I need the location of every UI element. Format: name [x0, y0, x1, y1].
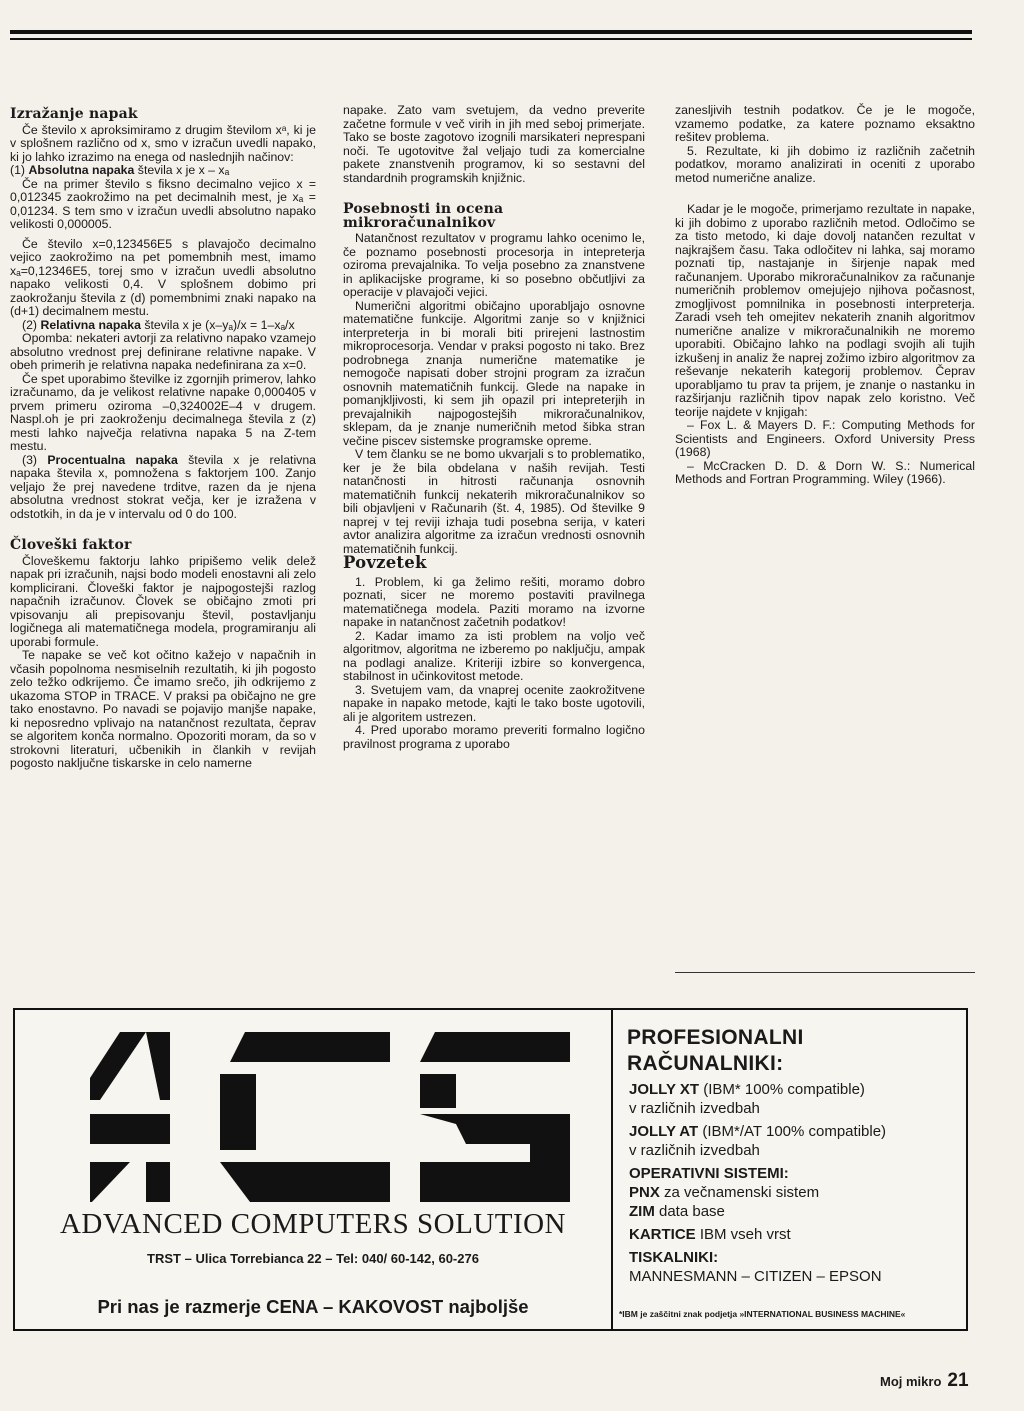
- paragraph: Kadar je le mogoče, primerjamo rezultate in napake, ki jih dobimo z uporabo različnih metod. Odločimo se za tisto metodo, ki daje dovolj natančen rezultat v najkrajšem času. Taka odločitev ni lahka, saj moramo poznati tip, nastajanje in širjenje napak med računanjem. Uporabo mikroračunalnikov za računanje numeričnih problemov omejujejo njihova počasnost, zmogljivost pomnilnika in posebnosti interpreterja. Zaradi vseh teh omejitev nekaterih znanih algoritmov numerične analize v mikroračunalnikih ne moremo uporabiti. Običajno lahko na podlagi svojih ali tujih izkušenj in analiz že naprej zožimo izbiro algoritmov za reševanje nekaterih kategorij problemov. Čeprav uporabljamo tu prav ta prijem, je znanje o nastanku in razširjanju različnih tipov napak zelo koristno. Več teorije najdete v knjigah:: [675, 202, 975, 419]
- paragraph: (1) Absolutna napaka števila x je x – xₐ: [10, 163, 230, 177]
- ad-brand-name: ADVANCED COMPUTERS SOLUTION: [59, 1208, 566, 1240]
- column-end-rule: [675, 972, 975, 973]
- advertisement: [13, 1008, 968, 1331]
- paragraph: Če spet uporabimo številke iz zgornjih primerov, lahko izračunamo, da je velikost relativne napake 0,000405 v prvem primeru oziroma –0,324002E–4 v drugem. Naspl.oh je pri zaokroženju decimalnega števila z (z) mesti lahko največja relativna napaka 5 na Z-tem mestu.: [10, 371, 316, 453]
- reference-item: – Fox L. & Mayers D. F.: Computing Methods for Scientists and Engineers. Oxford University Press (1968): [675, 418, 975, 459]
- top-rule: [10, 30, 972, 34]
- list-item: 5. Rezultate, ki jih dobimo iz različnih začetnih podatkov, moramo analizirati in oceniti z uporabo metod numerične analize.: [675, 143, 975, 185]
- paragraph: V tem članku se ne bomo ukvarjali s to problematiko, ker je že bila obdelana v naših revijah. Testi natančnosti in hitrosti računanja osnovnih matematičnih funkcij nekaterih mikroračunalnikov so bili objavljeni v Računarih (št. 4, 1985). Od številke 9 naprej v tej reviji izhaja tudi posebna serija, v kateri avtor analizira algoritme za izračun vrednosti osnovnih matematičnih funkcij.: [343, 447, 645, 556]
- heading-povzetek: Povzetek: [343, 553, 427, 572]
- ad-kartice: KARTICE IBM vseh vrst: [629, 1226, 791, 1243]
- heading-cloveski-faktor: Človeški faktor: [10, 537, 132, 553]
- heading-izrazanje-napak: Izražanje napak: [10, 106, 138, 122]
- list-item: 3. Svetujem vam, da vnaprej ocenite zaokrožitvene napake in napako metode, kajti le tako boste ugotovili, ali je algoritem ustrezen.: [343, 682, 645, 724]
- paragraph: Če število x aproksimiramo z drugim številom xᵃ, ki je v splošnem različno od x, smo v izračun uvedli napako, ki jo lahko izrazimo na enega od naslednjih načinov:: [10, 122, 316, 164]
- paragraph: Če število x=0,123456E5 s plavajočo decimalno vejico zaokrožimo na pet pomembnih mest, imamo xₐ=0,12346E5, torej smo v izračun uvedli absolutno napako velikosti 0,4. V splošnem dobimo pri zaokrožanju števila z (d) pomembnimi znaki napako na (d+1) decimalnem mestu.: [10, 236, 316, 318]
- page-number: 21: [947, 1370, 969, 1391]
- paragraph: Opomba: nekateri avtorji za relativno napako vzamejo absolutno vrednost prej definirane relativne napake. V obeh primerih je relativna napaka nedefinirana za x=0.: [10, 331, 316, 372]
- ad-zim: ZIM data base: [629, 1203, 725, 1220]
- column-1: [10, 108, 316, 771]
- paragraph: zanesljivih testnih podatkov. Če je le mogoče, vzamemo podatke, za katere poznamo eksaktno rešitev problema.: [675, 103, 975, 144]
- top-rule-thin: [10, 38, 972, 40]
- paragraph: Če na primer število s fiksno decimalno vejico x = 0,012345 zaokrožimo na pet decimalnih mest, je xₐ = 0,01234. S tem smo v izračun uvedli absolutno napako velikosti 0,000005.: [10, 176, 316, 231]
- ad-jolly-xt-sub: v različnih izvedbah: [629, 1100, 760, 1117]
- ad-right-panel: [613, 1010, 966, 1329]
- column-2: [343, 104, 645, 751]
- ad-footnote: *IBM je zaščitni znak podjetja »INTERNATIONAL BUSINESS MACHINE«: [619, 1309, 906, 1319]
- ad-printer-brands: MANNESMANN – CITIZEN – EPSON: [629, 1268, 882, 1285]
- column-3: [675, 104, 975, 487]
- ad-left-panel: [15, 1010, 611, 1329]
- list-item: 4. Pred uporabo moramo preveriti formalno logično pravilnost programa z uporabo: [343, 723, 645, 751]
- ad-pnx: PNX za večnamenski sistem: [629, 1184, 820, 1201]
- list-item: 2. Kadar imamo za isti problem na voljo več algoritmov, algoritma ne izberemo po naključju, ampak na podlagi analize. Kriteriji izbire so konvergenca, stabilnost in učinkovitost metode.: [343, 628, 645, 683]
- ad-jolly-xt: JOLLY XT (IBM* 100% compatible): [629, 1081, 865, 1098]
- paragraph: Numerični algoritmi običajno uporabljajo osnovne matematične funkcije. Algoritmi zanje so v knjižnici interpreterja in bi morali biti prirejeni lastnostim mikroprocesorja. Vendar v praksi pogosto ni tako. Brez podrobnega znanja numerične matematike je nemogoče napisati dober strojni program za izračun osnovnih matematičnih funkcij. Glede na napake in pomanjkljivosti, ki sem jih opazil pri intepreterjih in prevajalnikih najpogostejših mikroračunalnikov, sklepam, da je znanje numeričnih metod šibka stran večine piscev sistemske programske opreme.: [343, 298, 645, 448]
- paragraph: (3) Procentualna napaka števila x je relativna napaka števila x, pomnožena s faktorjem 100. Zanjo veljajo že prej navedene trditve, razen da je njena absolutna vrednost stokrat večja, ker je izražena v odstotkih, in da je v intervalu od 0 do 100.: [10, 452, 317, 521]
- paragraph: Človeškemu faktorju lahko pripišemo velik delež napak pri izračunih, najsi bodo modeli enostavni ali zelo komplicirani. Človeški faktor je najpogostejši razlog napačnih izračunov. Človek se običajno zmoti pri vpisovanju ali prepisovanju števil, postavljanju logičnega ali matematičnega modela, programiranju ali uporabi formule.: [10, 553, 316, 649]
- ad-slogan: Pri nas je razmerje CENA – KAKOVOST najboljše: [97, 1296, 529, 1317]
- reference-item: – McCracken D. D. & Dorn W. S.: Numerical Methods and Fortran Programming. Wiley (1966).: [675, 458, 975, 486]
- acs-logo: [90, 1032, 570, 1202]
- page-footer: [880, 1370, 969, 1392]
- ad-title-1: PROFESIONALNI: [627, 1026, 804, 1049]
- ad-tiskalniki-title: TISKALNIKI:: [629, 1249, 719, 1266]
- list-item: 1. Problem, ki ga želimo rešiti, moramo dobro poznati, sicer ne moremo postaviti pravilnega matematičnega modela. Paziti moramo na izvorne napake in natančnost začetnih podatkov!: [343, 574, 645, 629]
- ad-jolly-at-sub: v različnih izvedbah: [629, 1142, 760, 1159]
- paragraph: napake. Zato vam svetujem, da vedno preverite začetne formule v več virih in jih med seboj primerjate. Tako se boste zagotovo izognili marsikateri neprespani noči. Te ugotovitve žal veljajo tudi za komercialne pakete znanstvenih programov, ki so sestavni del standardnih programskih knjižnic.: [343, 103, 645, 185]
- paragraph: (2) Relativna napaka števila x je (x–yₐ)/x = 1–xₐ/x: [22, 317, 295, 332]
- magazine-name: Moj mikro: [880, 1374, 942, 1389]
- ad-jolly-at: JOLLY AT (IBM*/AT 100% compatible): [629, 1123, 887, 1140]
- paragraph: Natančnost rezultatov v programu lahko ocenimo le, če poznamo posebnosti procesorja in intepreterja oziroma prevajalnika. To velja posebno za znanstvene in aplikacijske programe, ki so posebno občutljivi za operacije v plavajoči vejici.: [343, 231, 645, 299]
- heading-posebnosti: Posebnosti in ocena mikroračunalnikov: [343, 201, 504, 231]
- paragraph: Te napake se več kot očitno kažejo v napačnih in včasih popolnoma nesmiselnih rezultatih, ki jih pogosto zelo težko odkrijemo. Če imamo srečo, jih odkrijemo z ukazoma STOP in TRACE. V praksi pa običajno ne gre tako enostavno. Po navadi se pojavijo manjše napake, ki neposredno vplivajo na natančnost rezultata, čeprav se algoritem konča normalno. Opozoriti moram, da so v strokovni literaturi, učbenikih in člankih v revijah pogosto naključne tiskarske in celo namerne: [10, 648, 316, 770]
- ad-os-title: OPERATIVNI SISTEMI:: [629, 1165, 789, 1182]
- ad-address: TRST – Ulica Torrebianca 22 – Tel: 040/ 60-142, 60-276: [147, 1251, 479, 1266]
- ad-title-2: RAČUNALNIKI:: [627, 1052, 784, 1075]
